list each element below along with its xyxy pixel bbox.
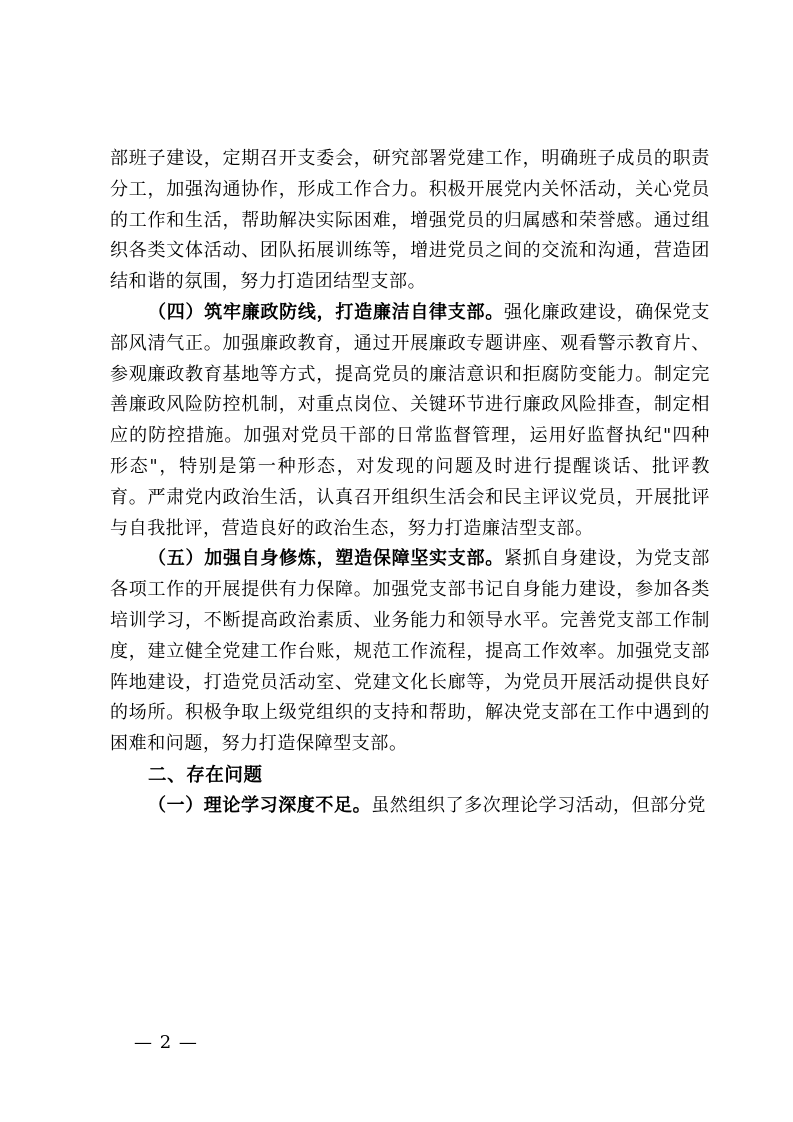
- paragraph-lead: （四）筑牢廉政防线，打造廉洁自律支部。: [148, 301, 505, 323]
- page-number: — 2 —: [134, 1032, 198, 1053]
- paragraph-text: 部班子建设，定期召开支委会，研究部署党建工作，明确班子成员的职责分工，加强沟通协作，形成工作合力。积极开展党内关怀活动，关心党员的工作和生活，帮助解决实际困难，增强党员的归属感和荣誉感。通过组织各类文体活动、团队拓展训练等，增进党员之间的交流和沟通，营造团结和谐的氛围，努力打造团结型支部。: [110, 148, 710, 293]
- paragraph-problem-1: [110, 791, 710, 822]
- paragraph-section-5: [110, 544, 710, 760]
- paragraph-text: 虽然组织了多次理论学习活动，但部分党: [371, 794, 707, 816]
- paragraph-section-4: [110, 298, 710, 544]
- section-heading: 二、存在问题: [148, 764, 263, 786]
- paragraph-text: 紧抓自身建设，为党支部各项工作的开展提供有力保障。加强党支部书记自身能力建设，参加各类培训学习，不断提高政治素质、业务能力和领导水平。完善党支部工作制度，建立健全党建工作台账，规范工作流程，提高工作效率。加强党支部阵地建设，打造党员活动室、党建文化长廊等，为党员开展活动提供良好的场所。积极争取上级党组织的支持和帮助，解决党支部在工作中遇到的困难和问题，努力打造保障型支部。: [110, 548, 710, 755]
- body-text: [110, 144, 710, 822]
- paragraph-lead: （五）加强自身修炼，塑造保障坚实支部。: [148, 548, 505, 570]
- paragraph-continuation: [110, 144, 710, 298]
- paragraph-lead: （一）理论学习深度不足。: [148, 794, 372, 816]
- paragraph-text: 强化廉政建设，确保党支部风清气正。加强廉政教育，通过开展廉政专题讲座、观看警示教育片、参观廉政教育基地等方式，提高党员的廉洁意识和拒腐防变能力。制定完善廉政风险防控机制，对重点岗位、关键环节进行廉政风险排查，制定相应的防控措施。加强对党员干部的日常监督管理，运用好监督执纪"四种形态"，特别是第一种形态，对发现的问题及时进行提醒谈话、批评教育。严肃党内政治生活，认真召开组织生活会和民主评议党员，开展批评与自我批评，营造良好的政治生态，努力打造廉洁型支部。: [110, 301, 710, 539]
